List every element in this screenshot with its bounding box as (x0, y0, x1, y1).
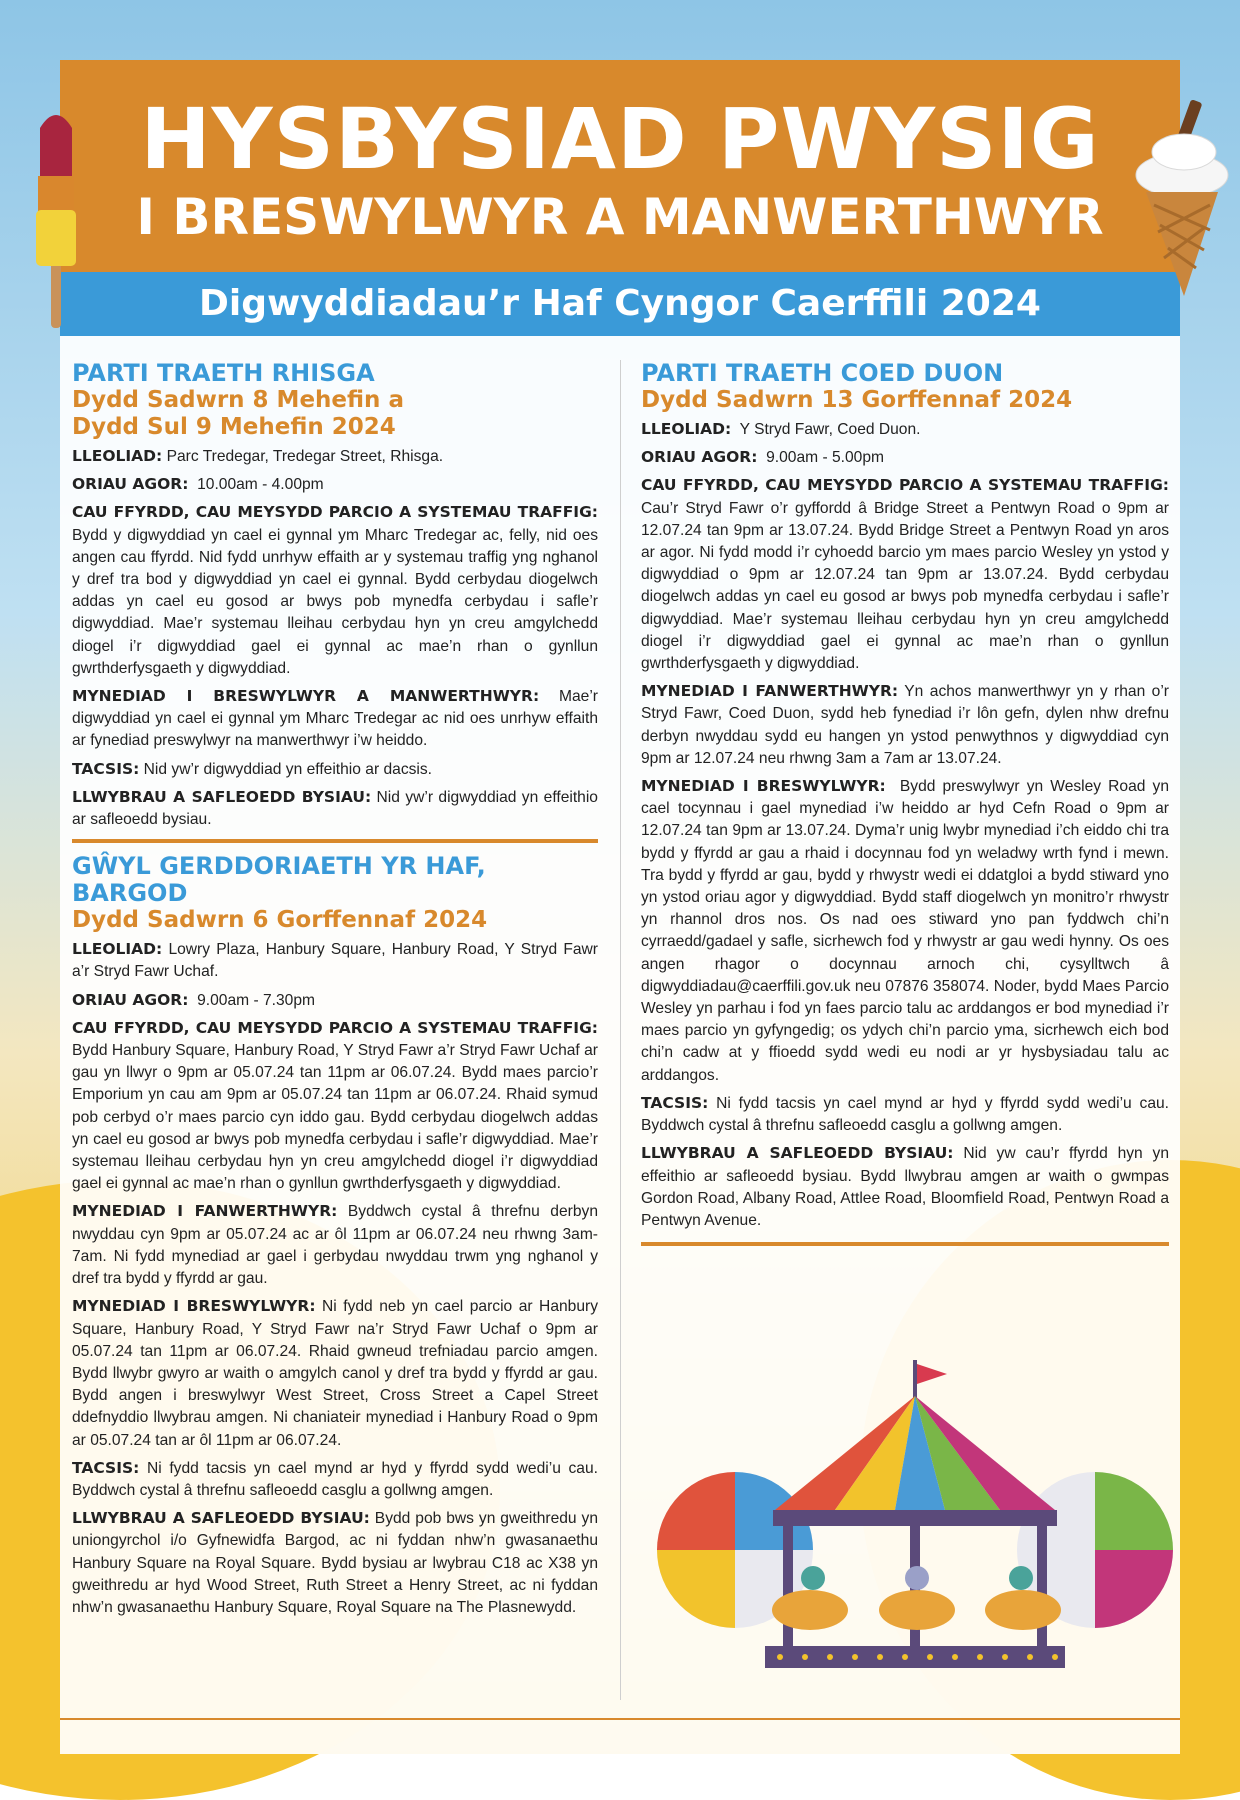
roads-label: CAU FFYRDD, CAU MEYSYDD PARCIO A SYSTEMAU TRAFFIG: (641, 476, 1169, 495)
left-column (72, 360, 598, 1624)
bargod-title (72, 853, 598, 907)
rhisga-hours (72, 473, 598, 496)
bargod-date: Dydd Sadwrn 6 Gorffennaf 2024 (72, 907, 488, 934)
bus-label: LLWYBRAU A SAFLEOEDD BYSIAU: (641, 1144, 954, 1163)
roads-label: CAU FFYRDD, CAU MEYSYDD PARCIO A SYSTEMAU TRAFFIG: (72, 1018, 598, 1037)
rhisga-title: PARTI TRAETH RHISGA (72, 359, 375, 387)
venue-label: LLEOLIAD: (72, 940, 163, 959)
coedduon-bus (641, 1142, 1169, 1232)
venue-label: LLEOLIAD: (641, 420, 732, 438)
taxi-text: Nid yw’r digwyddiad yn effeithio ar dacsis. (143, 760, 433, 778)
venue-text: Parc Tredegar, Tredegar Street, Rhisga. (166, 448, 444, 465)
hours-label: ORIAU AGOR: (72, 475, 189, 494)
roads-text: Bydd Hanbury Square, Hanbury Road, Y Stryd Fawr a’r Stryd Fawr Uchaf ar gau yn llwyr o 9pm ar 05.07.24 tan 11pm ar 06.07.24. Bydd maes parcio’r Emporium yn cau am 9pm ar 05.07.24 tan 11pm ar 06.07.24. Rhaid symud pob cerbyd o’r maes parcio cyn iddo gau. Bydd cerbydau diogelwch addas yn cael eu gosod ar bwys pob mynedfa cerbydau i safle’r digwyddiad. Mae’r systemau lleihau cerbydau hyn yn creu amgylchedd diogel i’r digwyddiad gael ei gynnal ac mae’n rhan o gynllun gwrthderfysgaeth y digwyddiad. (72, 1042, 598, 1193)
ice-cream-illustration (1132, 100, 1232, 300)
bargod-roads (72, 1017, 598, 1196)
ice-lolly-illustration (28, 108, 84, 328)
rhisga-date-line1: Dydd Sadwrn 8 Mehefin a (72, 387, 404, 413)
resident-text: Ni fydd neb yn cael parcio ar Hanbury Square, Hanbury Road, Y Stryd Fawr na’r Stryd Fawr Uchaf o 9pm ar 05.07.24 tan 11pm ar 06.07.24. Rhaid gwneud trefniadau parcio amgen. Bydd llwybr gwyro ar waith o amgylch canol y dref tra bydd y ffyrdd ar gau. Bydd angen i breswylwyr West Street, Cross Street a Capel Street ddefnyddio llwybrau amgen. Ni chaniateir mynediad i Hanbury Road o 9pm ar 05.07.24 tan ar ôl 11pm ar 06.07.24. (72, 1298, 599, 1449)
page-title-line2: I BRESWYLWYR A MANWERTHWYR (136, 188, 1104, 246)
bargod-taxi (72, 1457, 598, 1502)
coedduon-title: PARTI TRAETH COED DUON (641, 359, 1004, 387)
coedduon-date: Dydd Sadwrn 13 Gorffennaf 2024 (641, 387, 1073, 413)
rhisga-date-line2: Dydd Sul 9 Mehefin 2024 (72, 414, 396, 440)
bargod-hours (72, 989, 598, 1012)
bus-text: Bydd pob bws yn gweithredu yn uniongyrchol i/o Gyfnewidfa Bargod, ac ni fyddan nhw’n gwasanaethu Hanbury Square na Royal Square. Bydd bysiau ar lwybrau C18 ac X38 yn gweithredu ar hyd Wood Street, Ruth Street a Henry Street, ac ni fyddan nhw’n gwasanaethu Hanbury Square, Royal Square na The Plasnewydd. (72, 1510, 598, 1616)
bargod-title-line2: BARGOD (72, 879, 188, 908)
taxi-label: TACSIS: (72, 759, 140, 778)
rhisga-venue (72, 445, 598, 468)
page-title: HYSBYSIAD PWYSIG (140, 90, 1100, 188)
right-column (641, 360, 1169, 1256)
venue-text: Lowry Plaza, Hanbury Square, Hanbury Road, Y Stryd Fawr a’r Stryd Fawr Uchaf. (72, 941, 598, 981)
hours-text: 9.00am - 5.00pm (766, 449, 884, 467)
bargod-resident (72, 1295, 598, 1451)
rhisga-roads (72, 501, 598, 680)
retail-label: MYNEDIAD I FANWERTHWYR: (641, 682, 899, 701)
coedduon-venue (641, 418, 1169, 441)
coedduon-roads (641, 474, 1169, 675)
coedduon-retail (641, 680, 1169, 770)
section-divider (72, 839, 598, 843)
column-divider (620, 360, 621, 1700)
coedduon-resident (641, 775, 1169, 1087)
rhisga-section (72, 360, 598, 831)
resident-label: MYNEDIAD I BRESWYLWYR: (641, 777, 886, 796)
roads-text: Cau’r Stryd Fawr o’r gyffordd â Bridge Street a Pentwyn Road o 9pm ar 12.07.24 tan 9pm ar 13.07.24. Bydd Bridge Street a Pentwyn Road yn aros ar agor. Ni fydd modd i’r cyhoedd barcio ym maes parcio Wesley yn ystod y digwyddiad o 9pm ar 12.07.24 tan 9pm ar 13.07.24. Bydd cerbydau diogelwch addas yn cael eu gosod ar bwys pob mynedfa cerbydau i safle’r digwyddiad. Mae’r systemau lleihau cerbydau hyn yn creu amgylchedd diogel i’r digwyddiad gael ei gynnal ac mae’n rhan o gynllun gwrthderfysgaeth y digwyddiad. (641, 499, 1169, 673)
hours-label: ORIAU AGOR: (641, 448, 758, 467)
roads-text: Bydd y digwyddiad yn cael ei gynnal ym Mharc Tredegar ac, felly, nid oes angen cau ffyrdd. Nid fydd unrhyw effaith ar y systemau traffig yng nghanol y dref tra bod y digwyddiad yn cael ei gynnal. Bydd cerbydau diogelwch addas yn cael eu gosod ar bwys pob mynedfa cerbydau i safle’r digwyddiad. Mae’r systemau lleihau cerbydau hyn yn creu amgylchedd diogel i’r digwyddiad gael ei gynnal ac mae’n rhan o gynllun gwrthderfysgaeth y digwyddiad. (72, 526, 598, 677)
carousel-illustration (655, 1360, 1175, 1700)
taxi-label: TACSIS: (72, 1458, 140, 1477)
hours-label: ORIAU AGOR: (72, 990, 189, 1009)
page-subtitle: Digwyddiadau’r Haf Cyngor Caerffili 2024 (199, 283, 1041, 324)
taxi-text: Ni fydd tacsis yn cael mynd ar hyd y ffyrdd sydd wedi’u cau. Byddwch cystal â threfnu safleoedd casglu a gollwng amgen. (72, 1459, 598, 1499)
coedduon-section (641, 360, 1169, 1232)
coedduon-taxi (641, 1092, 1169, 1137)
access-label: MYNEDIAD I BRESWYLWYR A MANWERTHWYR: (72, 687, 540, 706)
bargod-retail (72, 1200, 598, 1290)
resident-text: Bydd preswylwyr yn Wesley Road yn cael tocynnau i gael mynediad i’w heiddo ar hyd Cefn Road o 9pm ar 12.07.24 tan 9pm ar 13.07.24. Dyma’r unig lwybr mynediad i’ch eiddo chi tra bydd y ffyrdd ar gau a rhaid i docynnau fod yn weladwy wrth fynd i mewn. Tra bydd y ffyrdd ar gau, bydd y rhwystr wedi ei ddatgloi a bydd stiward yno yn ystod oriau agor y digwyddiad. Bydd staff diogelwch yn monitro’r rhwystr yn rhannol dros nos. Os nad oes stiward yno pan fyddwch chi’n cyrraedd/gadael y safle, sicrhewch fod y rhwystr ar gau wedi hynny. Os oes angen rhagor o docynnau arnoch chi, cysylltwch â digwyddiadau@caerffili.gov.uk neu 07876 358074. Noder, bydd Maes Parcio Wesley yn parhau i fod yn faes parcio talu ac arddangos er bod mynediad i’r maes parcio yn gyfyngedig; os ydych chi’n parcio yma, sicrhewch eich bod chi’n cadw at y ffioedd sydd wedi eu nodi ar yr hysbysiadau talu ac arddangos. (641, 778, 1170, 1084)
bargod-bus (72, 1507, 598, 1619)
coedduon-hours (641, 446, 1169, 469)
bus-label: LLWYBRAU A SAFLEOEDD BYSIAU: (72, 787, 372, 806)
retail-text: Byddwch cystal â threfnu derbyn nwyddau cyn 9pm ar 05.07.24 ac ar ôl 11pm ar 06.07.24 neu rhwng 3am-7am. Ni fydd mynediad ar gael i gerbydau nwyddau trwm yng nghanol y dref tra bydd y ffyrdd ar gau. (72, 1203, 598, 1288)
hours-text: 10.00am - 4.00pm (197, 476, 324, 494)
rhisga-date (72, 387, 598, 441)
bus-text: Nid yw’r digwyddiad yn effeithio ar safleoedd bysiau. (72, 788, 598, 829)
venue-label: LLEOLIAD: (72, 447, 163, 465)
taxi-text: Ni fydd tacsis yn cael mynd ar hyd y ffyrdd sydd wedi’u cau. Byddwch cystal â threfnu safleoedd casglu a gollwng amgen. (641, 1094, 1169, 1135)
bottom-divider (60, 1718, 1180, 1720)
section-divider (641, 1242, 1169, 1246)
rhisga-access (72, 685, 598, 753)
access-text: Mae’r digwyddiad yn cael ei gynnal ym Mharc Tredegar ac nid oes unrhyw effaith ar fynediad preswylwyr na manwerthwyr i’w heiddo. (72, 688, 598, 750)
resident-label: MYNEDIAD I BRESWYLWYR: (72, 1297, 316, 1316)
hours-text: 9.00am - 7.30pm (197, 991, 315, 1009)
rhisga-bus (72, 786, 598, 831)
bargod-title-line1: GŴYL GERDDORIAETH YR HAF, (72, 852, 486, 881)
retail-text: Yn achos manwerthwyr yn y rhan o’r Stryd Fawr, Coed Duon, sydd heb fynediad i’r lôn gefn, dylen nhw drefnu derbyn nwyddau sydd eu hangen yn ystod penwythnos y digwyddiad cyn 9pm ar 12.07.24 neu rhwng 3am a 7am ar 13.07.24. (641, 683, 1169, 767)
bargod-venue (72, 938, 598, 983)
bargod-section (72, 853, 598, 1619)
retail-label: MYNEDIAD I FANWERTHWYR: (72, 1202, 338, 1221)
taxi-label: TACSIS: (641, 1093, 709, 1112)
bus-label: LLWYBRAU A SAFLEOEDD BYSIAU: (72, 1509, 370, 1528)
bus-text: Nid yw cau’r ffyrdd hyn yn effeithio ar safleoedd bysiau. Bydd llwybrau amgen ar waith o gwmpas Gordon Road, Albany Road, Attlee Road, Bloomfield Road, Pentwyn Road a Pentwyn Avenue. (641, 1145, 1169, 1229)
rhisga-taxi (72, 758, 598, 781)
roads-label: CAU FFYRDD, CAU MEYSYDD PARCIO A SYSTEMAU TRAFFIG: (72, 503, 598, 522)
venue-text: Y Stryd Fawr, Coed Duon. (739, 421, 921, 438)
